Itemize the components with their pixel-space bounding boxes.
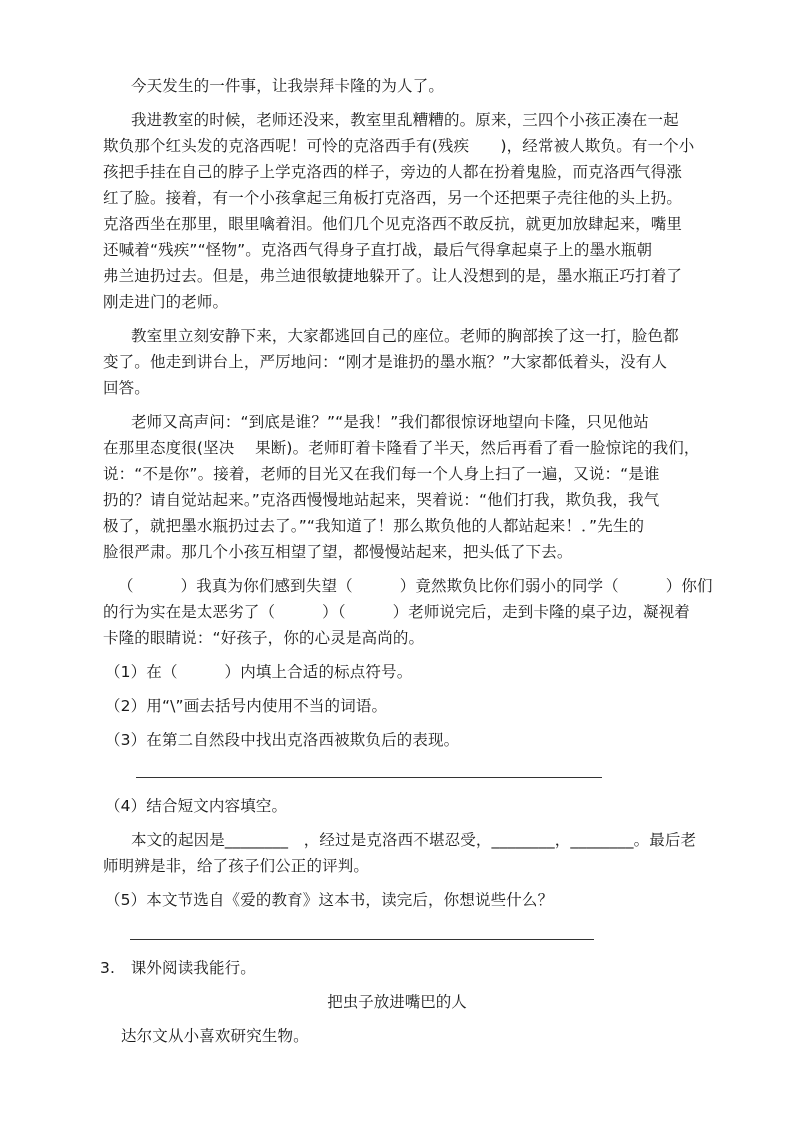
passage-line: 教室里立刻安静下来，大家都逃回自己的座位。老师的胸部挨了这一打，脸色都 bbox=[131, 327, 679, 345]
passage-line: 今天发生的一件事，让我崇拜卡隆的为人了。 bbox=[131, 77, 445, 95]
question-5: （5）本文节选自《爱的教育》这本书，读完后，你想说些什么？ bbox=[105, 891, 554, 909]
question-1: （1）在（ ）内填上合适的标点符号。 bbox=[105, 663, 413, 681]
passage-line: 红了脸。接着，有一个小孩拿起三角板打克洛西，另一个还把栗子壳往他的头上扔。 bbox=[103, 189, 683, 207]
answer-line-q5[interactable] bbox=[130, 939, 594, 940]
question-3: （3）在第二自然段中找出克洛西被欺负后的表现。 bbox=[105, 731, 460, 749]
section-heading: 3. 课外阅读我能行。 bbox=[100, 959, 256, 977]
question-2: （2）用“\”画去括号内使用不当的词语。 bbox=[105, 697, 388, 715]
passage-line: 弗兰迪扔过去。但是，弗兰迪很敏捷地躲开了。让人没想到的是，墨水瓶正巧打着了 bbox=[103, 267, 683, 285]
question-4-fill: 师明辨是非，给了孩子们公正的评判。 bbox=[103, 857, 370, 875]
passage-line: 达尔文从小喜欢研究生物。 bbox=[121, 1027, 309, 1045]
answer-line-q3[interactable] bbox=[136, 777, 602, 778]
question-4-fill: 本文的起因是________ ，经过是克洛西不堪忍受，________，________。最后老 bbox=[131, 831, 697, 849]
passage-line: 在那里态度很(坚决 果断)。老师盯着卡隆看了半天，然后再看了看一脸惊诧的我们， bbox=[103, 439, 700, 457]
article-title: 把虫子放进嘴巴的人 bbox=[327, 993, 467, 1011]
passage-line: 扔的？请自觉站起来。”克洛西慢慢地站起来，哭着说：“他们打我，欺负我，我气 bbox=[103, 491, 660, 509]
passage-line: 脸很严肃。那几个小孩互相望了望，都慢慢站起来，把头低了下去。 bbox=[103, 543, 573, 561]
passage-line: 我进教室的时候，老师还没来，教室里乱糟糟的。原来，三四个小孩正凑在一起 bbox=[131, 111, 679, 129]
passage-line: 回答。 bbox=[103, 379, 150, 397]
passage-line: 极了，就把墨水瓶扔过去了。”“我知道了！那么欺负他的人都站起来！．”先生的 bbox=[103, 517, 645, 535]
passage-line: 刚走进门的老师。 bbox=[103, 293, 229, 311]
passage-line: 卡隆的眼睛说：“好孩子，你的心灵是高尚的。 bbox=[103, 629, 425, 647]
passage-line: 说：“不是你”。接着，老师的目光又在我们每一个人身上扫了一遍，又说：“是谁 bbox=[103, 465, 660, 483]
passage-line: 老师又高声问：“到底是谁？”“是我！”我们都很惊讶地望向卡隆，只见他站 bbox=[131, 413, 649, 431]
passage-line: 变了。他走到讲台上，严厉地问：“刚才是谁扔的墨水瓶？”大家都低着头，没有人 bbox=[103, 353, 668, 371]
passage-line: （ ）我真为你们感到失望（ ）竟然欺负比你们弱小的同学（ ）你们 bbox=[118, 577, 713, 595]
passage-line: 的行为实在是太恶劣了（ ）（ ）老师说完后，走到卡隆的桌子边，凝视着 bbox=[103, 603, 690, 621]
question-4: （4）结合短文内容填空。 bbox=[105, 797, 288, 815]
passage-line: 克洛西坐在那里，眼里噙着泪。他们几个见克洛西不敢反抗，就更加放肆起来，嘴里 bbox=[103, 215, 683, 233]
passage-line: 欺负那个红头发的克洛西呢！可怜的克洛西手有(残疾 )，经常被人欺负。有一个小 bbox=[103, 137, 695, 155]
passage-line: 孩把手挂在自己的脖子上学克洛西的样子，旁边的人都在扮着鬼脸，而克洛西气得涨 bbox=[103, 163, 683, 181]
passage-line: 还喊着“残疾”“怪物”。克洛西气得身子直打战，最后气得拿起桌子上的墨水瓶朝 bbox=[103, 241, 653, 259]
